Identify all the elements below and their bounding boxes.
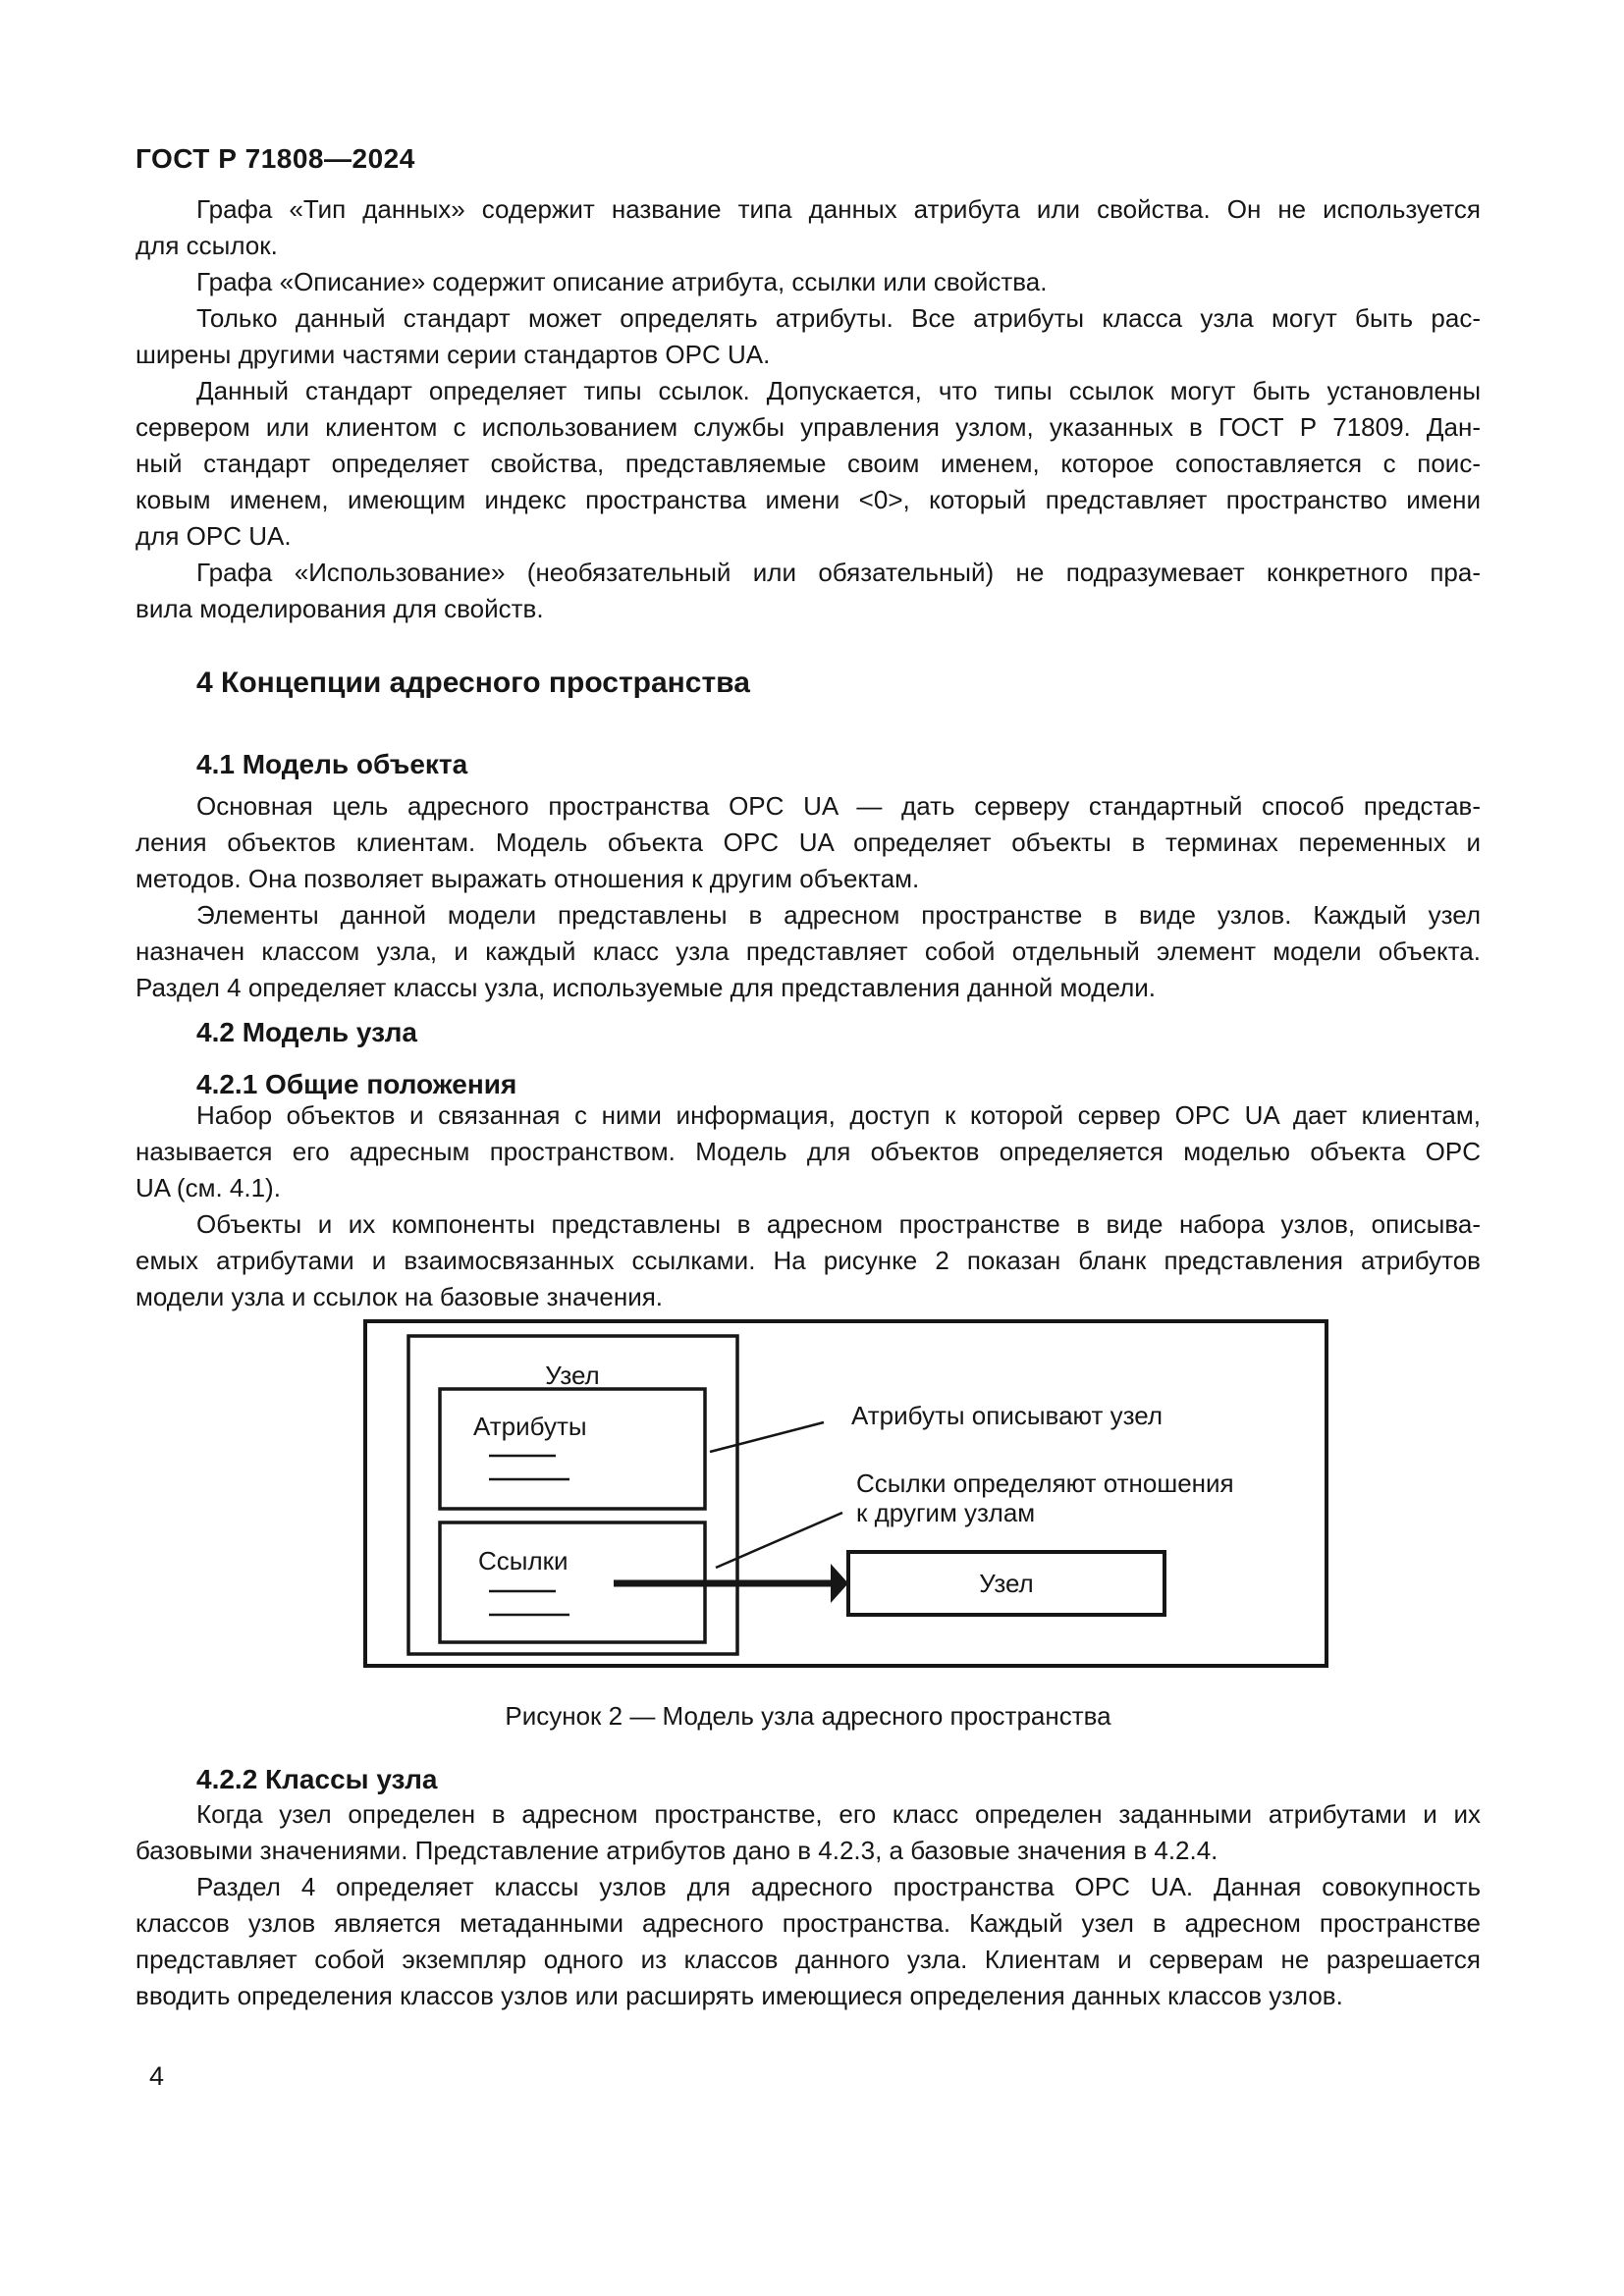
paragraph xyxy=(135,897,1481,1006)
text-line: назначен классом узла, и каждый класс узла представляет собой отдельный элемент модели объекта. xyxy=(135,936,1481,966)
paragraph xyxy=(135,555,1481,627)
intro-paragraphs xyxy=(135,191,1481,627)
paragraph xyxy=(135,373,1481,555)
figure-attributes-callout-line xyxy=(710,1422,824,1452)
section-4-2-2-paragraphs xyxy=(135,1796,1481,2014)
text-line: Данный стандарт определяет типы ссылок. Допускается, что типы ссылок могут быть установлены xyxy=(196,376,1481,405)
figure-2-node-model-diagram xyxy=(363,1319,1330,1669)
text-line: Элементы данной модели представлены в адресном пространстве в виде узлов. Каждый узел xyxy=(196,900,1481,930)
paragraph xyxy=(135,788,1481,897)
text-line: модели узла и ссылок на базовые значения. xyxy=(135,1282,664,1311)
text-line: Раздел 4 определяет классы узла, используемые для представления данной модели. xyxy=(135,973,1156,1002)
text-line: Только данный стандарт может определять атрибуты. Все атрибуты класса узла могут быть рас- xyxy=(196,303,1481,333)
text-line: ления объектов клиентам. Модель объекта OPC UA определяет объекты в терминах переменных и xyxy=(135,828,1481,857)
text-line: UA (см. 4.1). xyxy=(135,1173,281,1202)
text-line: Когда узел определен в адресном пространстве, его класс определен заданными атрибутами и их xyxy=(196,1799,1481,1829)
paragraph xyxy=(135,1206,1481,1315)
text-line: ный стандарт определяет свойства, представляемые своим именем, которое сопоставляется с поис- xyxy=(135,449,1481,478)
text-line: представляет собой экземпляр одного из классов данного узла. Клиентам и серверам не разрешается xyxy=(135,1945,1481,1974)
text-line: для ссылок. xyxy=(135,231,278,260)
paragraph xyxy=(135,1869,1481,2014)
paragraph xyxy=(135,191,1481,264)
figure-node-label: Узел xyxy=(545,1361,600,1390)
paragraph xyxy=(135,1796,1481,1869)
text-line: Графа «Использование» (необязательный или обязательный) не подразумевает конкретного пра- xyxy=(196,558,1481,587)
text-line: классов узлов является метаданными адресного пространства. Каждый узел в адресном пространстве xyxy=(135,1908,1481,1938)
running-header: ГОСТ Р 71808—2024 xyxy=(135,143,415,174)
text-line: ковым именем, имеющим индекс пространства имени <0>, который представляет пространство имени xyxy=(135,485,1481,514)
page-number: 4 xyxy=(149,2061,165,2091)
paragraph xyxy=(135,300,1481,373)
section-4-1-paragraphs xyxy=(135,788,1481,1006)
text-line: Набор объектов и связанная с ними информация, доступ к которой сервер OPC UA дает клиентам, xyxy=(196,1100,1481,1130)
section-4-1-heading: 4.1 Модель объекта xyxy=(196,749,468,779)
text-line: Графа «Описание» содержит описание атрибута, ссылки или свойства. xyxy=(196,267,1048,296)
figure-references-callout-text-line2: к другим узлам xyxy=(856,1498,1036,1527)
figure-references-callout-line xyxy=(716,1513,842,1568)
section-4-heading: 4 Концепции адресного пространства xyxy=(196,667,750,699)
text-line: для OPC UA. xyxy=(135,521,292,551)
text-line: Основная цель адресного пространства OPC UA — дать серверу стандартный способ представ- xyxy=(196,791,1481,821)
text-line: называется его адресным пространством. Модель для объектов определяется моделью объекта OPC xyxy=(135,1137,1481,1166)
text-line: Графа «Тип данных» содержит название типа данных атрибута или свойства. Он не используется xyxy=(196,194,1481,224)
figure-attributes-label: Атрибуты xyxy=(473,1412,587,1441)
figure-reference-arrow-head xyxy=(831,1564,848,1603)
figure-attributes-box xyxy=(440,1389,705,1509)
figure-references-label: Ссылки xyxy=(478,1546,568,1575)
text-line: Объекты и их компоненты представлены в адресном пространстве в виде набора узлов, описыва- xyxy=(196,1209,1481,1239)
figure-2-caption: Рисунок 2 — Модель узла адресного пространства xyxy=(505,1701,1111,1731)
figure-attributes-callout-text: Атрибуты описывают узел xyxy=(851,1401,1163,1430)
text-line: ширены другими частями серии стандартов OPC UA. xyxy=(135,340,771,369)
section-4-2-1-paragraphs xyxy=(135,1097,1481,1315)
text-line: методов. Она позволяет выражать отношения к другим объектам. xyxy=(135,864,920,893)
section-4-2-heading: 4.2 Модель узла xyxy=(196,1017,417,1047)
figure-references-callout-text-line1: Ссылки определяют отношения xyxy=(856,1468,1234,1498)
section-4-2-1-heading: 4.2.1 Общие положения xyxy=(196,1069,517,1099)
text-line: емых атрибутами и взаимосвязанных ссылками. На рисунке 2 показан бланк представления атрибутов xyxy=(135,1246,1481,1275)
paragraph xyxy=(135,1097,1481,1206)
section-4-2-2-heading: 4.2.2 Классы узла xyxy=(196,1764,438,1794)
text-line: сервером или клиентом с использованием службы управления узлом, указанных в ГОСТ Р 71809. Дан- xyxy=(135,412,1481,442)
paragraph xyxy=(135,264,1481,300)
text-line: базовыми значениями. Представление атрибутов дано в 4.2.3, а базовые значения в 4.2.4. xyxy=(135,1836,1218,1865)
text-line: вила моделирования для свойств. xyxy=(135,594,544,623)
text-line: Раздел 4 определяет классы узлов для адресного пространства OPC UA. Данная совокупность xyxy=(196,1872,1481,1901)
text-line: вводить определения классов узлов или расширять имеющиеся определения данных классов узлов. xyxy=(135,1981,1343,2010)
figure-target-node-label: Узел xyxy=(979,1569,1034,1598)
